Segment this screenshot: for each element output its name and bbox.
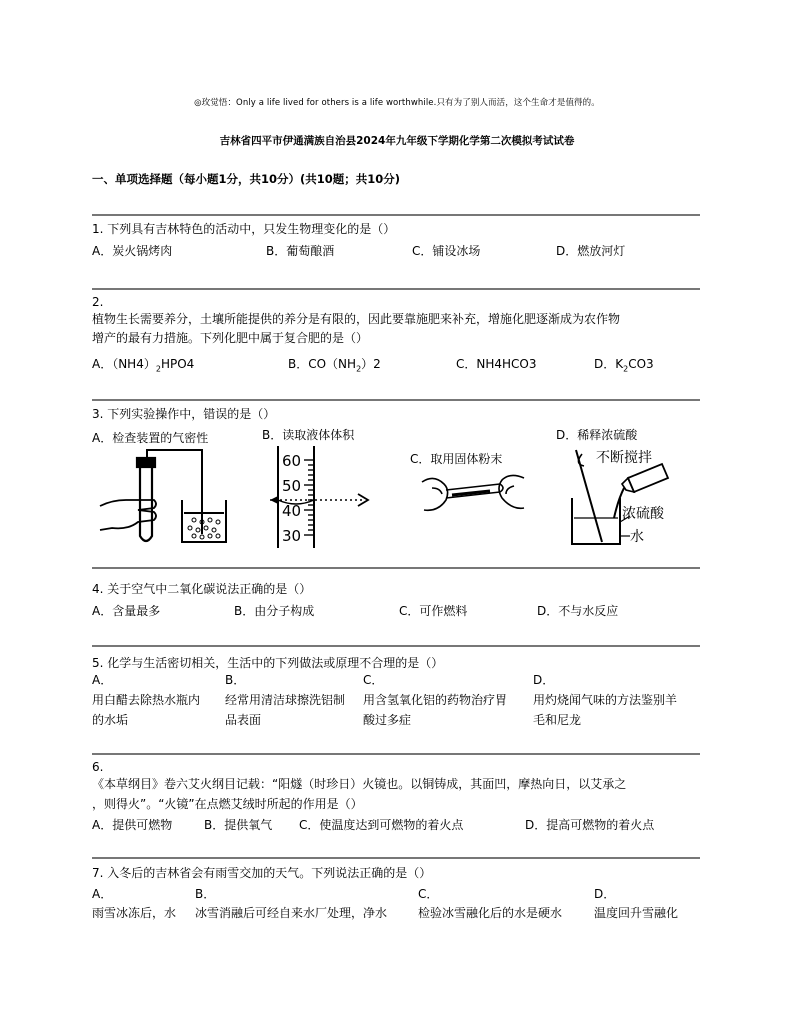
q2-b-text-end: ）2 (361, 357, 381, 371)
q1-stem: 1. 下列具有吉林特色的活动中，只发生物理变化的是（） (92, 222, 396, 236)
q3-option-b-label[interactable]: B．读取液体体积 (262, 428, 355, 442)
q2-a-text-end: HPO4 (160, 357, 195, 371)
q3-option-a-label[interactable]: A．检查装置的气密性 (92, 431, 209, 445)
q5-a-letter: A． (92, 673, 113, 687)
q4-option-d[interactable]: D．不与水反应 (537, 604, 619, 618)
q2-a-sub: 2 (155, 364, 161, 374)
q4-option-b[interactable]: B．由分子构成 (234, 604, 315, 618)
q5-option-b[interactable] (225, 670, 345, 730)
exam-title: 吉林省四平市伊通满族自治县2024年九年级下学期化学第二次模拟考试试卷 (219, 135, 575, 147)
q3-stem: 3. 下列实验操作中，错误的是（） (92, 407, 276, 421)
q5-b-text-2: 品表面 (225, 713, 262, 727)
q5-option-c[interactable] (363, 670, 507, 730)
q6-option-a[interactable]: A．提供可燃物 (92, 818, 173, 832)
label-conc-acid: 浓硫酸 (622, 506, 664, 522)
q6-number: 6. (92, 760, 104, 774)
q5-c-letter: C． (363, 673, 384, 687)
q1-option-d[interactable]: D．燃放河灯 (556, 244, 626, 258)
motto-banner: ◎玫觉悟：Only a life lived for others is a life worthwhile.只有为了别人而活，这个生命才是值得的。 (194, 98, 600, 108)
q2-option-a[interactable] (92, 355, 194, 373)
q7-option-a-text: 雨雪冰冻后，水 (92, 906, 177, 920)
q7-option-a[interactable]: A． (92, 887, 113, 901)
q6-option-d[interactable]: D．提高可燃物的着火点 (525, 818, 655, 832)
divider (92, 753, 700, 755)
q2-b-sub: 2 (356, 364, 362, 374)
q3-figure-a (98, 444, 248, 550)
q5-d-text-1: 用灼烧闻气味的方法鉴别羊 (533, 693, 678, 707)
divider (92, 214, 700, 216)
q5-a-text-2: 的水垢 (92, 713, 129, 727)
tick-label-50: 50 (282, 477, 302, 495)
q7-option-d[interactable]: D． (594, 887, 616, 901)
q2-d-text-end: CO3 (628, 357, 654, 371)
tick-label-30: 30 (282, 527, 302, 545)
q3-option-c-label[interactable]: C．取用固体粉末 (410, 452, 503, 466)
q2-option-b[interactable] (288, 355, 381, 373)
q5-c-text-1: 用含氢氧化铝的药物治疗胃 (363, 693, 508, 707)
q6-stem-line2: ，则得火”。“火镜”在点燃艾绒时所起的作用是（） (92, 797, 363, 811)
tick-label-60: 60 (282, 452, 302, 470)
tick-label-40: 40 (282, 502, 302, 520)
divider (92, 567, 700, 569)
q7-option-d-text: 温度回升雪融化 (594, 906, 679, 920)
q5-d-text-2: 毛和尼龙 (533, 713, 582, 727)
divider (92, 288, 700, 290)
q7-option-c-text: 检验冰雪融化后的水是硬水 (418, 906, 563, 920)
q1-option-a[interactable]: A．炭火锅烤肉 (92, 244, 173, 258)
q2-d-sub: 2 (623, 364, 629, 374)
q2-d-text: D．K (594, 357, 624, 371)
q5-stem: 5. 化学与生活密切相关，生活中的下列做法或原理不合理的是（） (92, 656, 444, 670)
label-stir: 不断搅拌 (596, 450, 652, 466)
q5-option-a[interactable] (92, 670, 200, 730)
q1-option-c[interactable]: C．铺设冰场 (412, 244, 481, 258)
q6-option-b[interactable]: B．提供氧气 (204, 818, 273, 832)
q2-stem-line2: 增产的最有力措施。下列化肥中属于复合肥的是（） (92, 331, 369, 345)
q5-b-letter: B． (225, 673, 246, 687)
q3-figure-d (564, 444, 704, 550)
divider (92, 645, 700, 647)
q5-c-text-2: 酸过多症 (363, 713, 412, 727)
q7-option-b-text: 冰雪消融后可经自来水厂处理，净水 (195, 906, 388, 920)
divider (92, 399, 700, 401)
q3-option-d-label[interactable]: D．稀释浓硫酸 (556, 428, 638, 442)
q4-option-c[interactable]: C．可作燃料 (399, 604, 468, 618)
q2-stem-line1: 植物生长需要养分，土壤所能提供的养分是有限的，因此要靠施肥来补充，增施化肥逐渐成为农作物 (92, 312, 621, 326)
q3-figure-c (418, 468, 528, 528)
q7-option-b[interactable]: B． (195, 887, 216, 901)
q6-option-c[interactable]: C．使温度达到可燃物的着火点 (299, 818, 464, 832)
q2-c-text: C．NH4HCO3 (456, 357, 537, 371)
q2-option-d[interactable] (594, 355, 654, 373)
divider (92, 857, 700, 859)
q2-number: 2. (92, 295, 104, 309)
q2-b-text: B．CO（NH (288, 357, 357, 371)
q5-option-d[interactable] (533, 670, 677, 730)
label-water: 水 (630, 529, 644, 545)
q4-option-a[interactable]: A．含量最多 (92, 604, 161, 618)
q2-a-text: A．（NH4） (92, 357, 156, 371)
section-heading: 一、单项选择题（每小题1分，共10分）(共10题；共10分) (92, 172, 401, 186)
q7-option-c[interactable]: C． (418, 887, 439, 901)
q2-option-c[interactable] (456, 355, 537, 372)
q1-option-b[interactable]: B．葡萄酿酒 (266, 244, 335, 258)
q4-stem: 4. 关于空气中二氧化碳说法正确的是（） (92, 582, 312, 596)
q6-stem-line1: 《本草纲目》卷六艾火纲目记载：“阳燧（时珍日）火镜也。以铜铸成，其面凹，摩热向日，以艾承之 (92, 777, 627, 791)
q5-b-text-1: 经常用清洁球擦洗铝制 (225, 693, 346, 707)
q7-stem: 7. 入冬后的吉林省会有雨雪交加的天气。下列说法正确的是（） (92, 866, 432, 880)
q3-figure-b (268, 444, 378, 550)
q5-d-letter: D． (533, 673, 555, 687)
q5-a-text-1: 用白醋去除热水瓶内 (92, 693, 201, 707)
